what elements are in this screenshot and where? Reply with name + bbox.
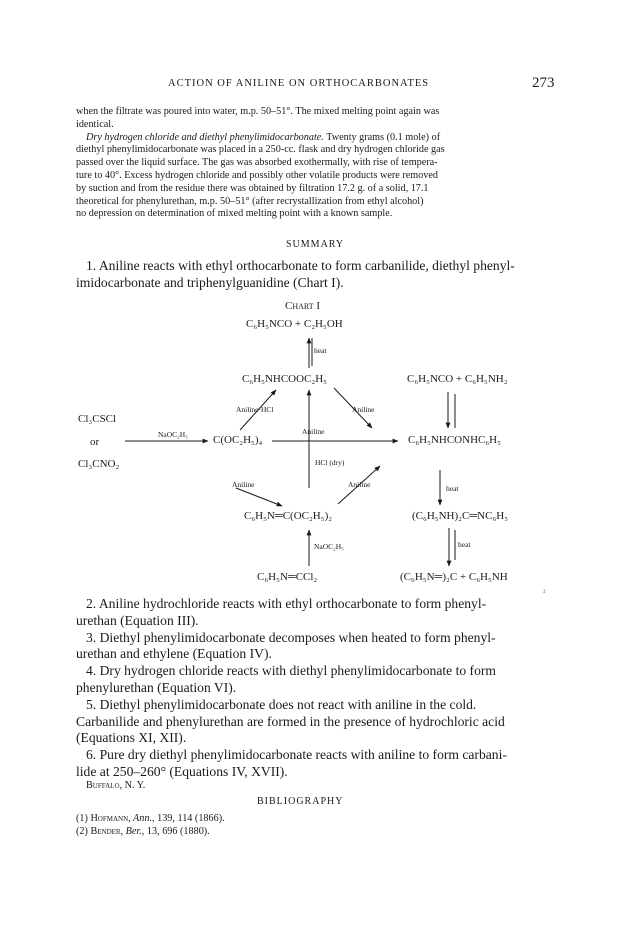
chem-phenylcarbylamine-dichloride: C₆H₅N═CCl₂	[257, 571, 318, 583]
text-line: by suction and from the residue there was obtained by filtration 17.2 g. of a solid, 17.1	[76, 182, 429, 194]
label-naoc2h5: NaOC₂H₅	[314, 542, 344, 551]
text-line: phenylurethan (Equation VI).	[76, 679, 237, 695]
arrow-aniline-diagonal	[334, 388, 372, 428]
chem-triphenylguanidine-adduct: (C₆H₅NH)₂C═NC₆H₅	[412, 510, 509, 522]
summary-heading: SUMMARY	[286, 239, 345, 250]
reference: (1) Hofmann, Ann., 139, 114 (1866).	[76, 813, 225, 824]
text-line: 5. Diethyl phenylimidocarbonate does not react with aniline in the cold.	[86, 696, 477, 712]
summary-items	[76, 596, 554, 781]
text-line: ture to 40°. Excess hydrogen chloride and possibly other volatile products were removed	[76, 169, 438, 181]
arrow-aniline-down-left	[236, 488, 282, 506]
label-aniline-hcl: Aniline·HCl	[236, 405, 274, 414]
chart-title: Chart I	[285, 300, 321, 312]
text-line: diethyl phenylimidocarbonate was placed in a 250-cc. flask and dry hydrogen chloride gas	[76, 144, 445, 156]
experiment-title: Dry hydrogen chloride and diethyl phenylimidocarbonate.	[86, 131, 324, 143]
text-line: 3. Diethyl phenylimidocarbonate decomposes when heated to form phenyl-	[86, 629, 496, 645]
text-line: 4. Dry hydrogen chloride reacts with diethyl phenylimidocarbonate to form	[86, 663, 496, 679]
label-aniline: Aniline	[348, 480, 371, 489]
subscript-mark: ₂	[543, 584, 546, 593]
chem-isocyanate-aniline: C₆H₅NCO + C₆H₅NH₂	[407, 373, 508, 385]
reference: (2) Bender, Ber., 13, 696 (1880).	[76, 825, 210, 837]
text-line: urethan and ethylene (Equation IV).	[76, 646, 272, 662]
text-line: imidocarbonate and triphenylguanidine (Chart I).	[76, 274, 344, 290]
label-or: or	[90, 436, 100, 448]
text-line: urethan (Equation III).	[76, 612, 199, 628]
chem-isocyanate-ethanol: C₆H₅NCO + C₂H₅OH	[246, 318, 343, 330]
text-line: identical.	[76, 118, 114, 130]
text-line: when the filtrate was poured into water, m.p. 50–51°. The mixed melting point again was	[76, 106, 440, 117]
label-aniline: Aniline	[302, 427, 325, 436]
chem-cl3cno2: Cl₃CNO₂	[78, 458, 120, 470]
arrow-aniline-down-right	[338, 466, 380, 504]
text-line: lide at 250–260° (Equations IV, XVII).	[76, 763, 288, 779]
arrow-aniline-hcl	[240, 390, 276, 430]
bibliography-heading: BIBLIOGRAPHY	[257, 796, 344, 807]
page-number: 273	[532, 75, 555, 91]
label-heat: heat	[446, 484, 459, 493]
chem-diethyl-phenylimidocarbonate: C₆H₅N═C(OC₂H₅)₂	[244, 510, 333, 522]
text-line: Carbanilide and phenylurethan are formed in the presence of hydrochloric acid	[76, 713, 505, 729]
chem-cl3cscl: Cl₃CSCl	[78, 413, 117, 425]
text-line: passed over the liquid surface. The gas was absorbed exothermally, with rise of tempera-	[76, 157, 438, 169]
text-line: (Equations XI, XII).	[76, 730, 187, 746]
label-heat: heat	[458, 540, 471, 549]
label-hcl-dry: HCl (dry)	[315, 458, 345, 467]
text-line: 1. Aniline reacts with ethyl orthocarbonate to form carbanilide, diethyl phenyl-	[86, 258, 515, 273]
running-title: ACTION OF ANILINE ON ORTHOCARBONATES	[168, 78, 430, 89]
text-line: 2. Aniline hydrochloride reacts with ethyl orthocarbonate to form phenyl-	[86, 596, 487, 611]
author-location: Buffalo, N. Y.	[86, 780, 146, 791]
chem-final-products: (C₆H₅N═)₂C + C₆H₅NH	[400, 571, 508, 583]
label-aniline: Aniline	[232, 480, 255, 489]
label-aniline: Aniline	[352, 405, 375, 414]
label-naoc2h5: NaOC₂H₅	[158, 430, 188, 439]
chem-carbanilide: C₆H₅NHCONHC₆H₅	[408, 434, 501, 446]
text-line: Dry hydrogen chloride and diethyl phenylimidocarbonate. Twenty grams (0.1 mole) of	[86, 131, 441, 143]
text-line: 6. Pure dry diethyl phenylimidocarbonate reacts with aniline to form carbani-	[86, 747, 507, 763]
bibliography-list	[76, 813, 554, 839]
text-line: theoretical for phenylurethan, m.p. 50–51° (after recrystallization from ethyl alcohol)	[76, 195, 424, 207]
chem-phenylurethan: C₆H₅NHCOOC₂H₅	[242, 373, 328, 385]
text-line: no depression on determination of mixed melting point with a known sample.	[76, 208, 393, 220]
label-heat: heat	[314, 346, 327, 355]
chem-ethyl-orthocarbonate: C(OC₂H₅)₄	[213, 434, 263, 446]
